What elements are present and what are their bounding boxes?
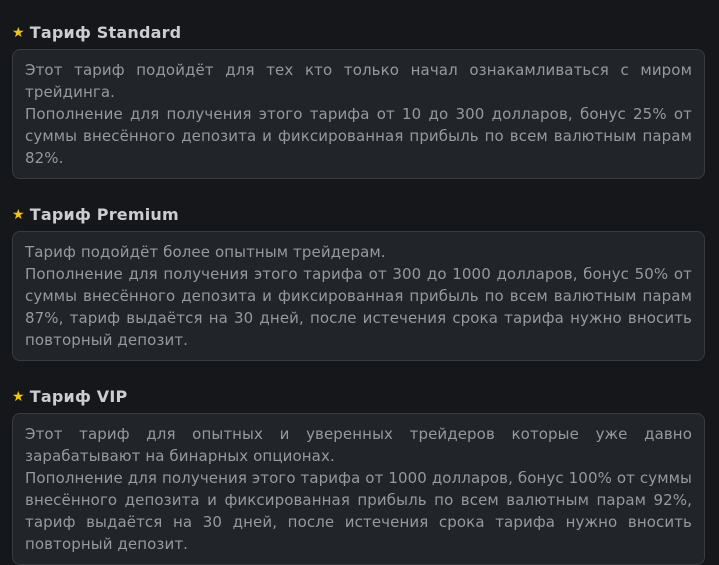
tariff-standard-description-box xyxy=(12,49,705,179)
star-icon: ★ xyxy=(12,389,25,405)
tariff-standard-paragraph: Этот тариф подойдёт для тех кто только начал ознакамливаться с миром трейдинга. xyxy=(25,61,692,101)
tariff-premium-description-box xyxy=(12,231,705,361)
tariff-section-vip xyxy=(12,387,705,565)
tariff-premium-paragraph: Пополнение для получения этого тарифа от 300 до 1000 долларов, бонус 50% от суммы внесённого депозита и фиксированная прибыль по всем валютным парам 87%, тариф выдаётся на 30 дней, после истечения срока тарифа нужно вносить повторный депозит. xyxy=(25,265,692,349)
tariff-premium-title: Тариф Premium xyxy=(29,205,179,224)
tariff-vip-heading xyxy=(12,387,705,407)
tariff-standard-title: Тариф Standard xyxy=(29,23,182,42)
tariff-premium-heading xyxy=(12,205,705,225)
star-icon: ★ xyxy=(12,25,25,41)
tariff-vip-title: Тариф VIP xyxy=(29,387,128,406)
star-icon: ★ xyxy=(12,207,25,223)
tariff-standard-paragraph: Пополнение для получения этого тарифа от 10 до 300 долларов, бонус 25% от суммы внесённого депозита и фиксированная прибыль по всем валютным парам 82%. xyxy=(25,105,692,167)
tariff-standard-heading xyxy=(12,23,705,43)
tariff-section-premium xyxy=(12,205,705,361)
tariff-section-standard xyxy=(12,23,705,179)
tariff-vip-description-box xyxy=(12,413,705,565)
tariff-vip-paragraph: Этот тариф для опытных и уверенных трейдеров которые уже давно зарабатывают на бинарных опционах. xyxy=(25,425,692,465)
tariff-vip-paragraph: Пополнение для получения этого тарифа от 1000 долларов, бонус 100% от суммы внесённого депозита и фиксированная прибыль по всем валютным парам 92%, тариф выдаётся на 30 дней, после истечения срока тарифа нужно вносить повторный депозит. xyxy=(25,469,692,553)
tariff-premium-paragraph: Тариф подойдёт более опытным трейдерам. xyxy=(25,243,386,261)
